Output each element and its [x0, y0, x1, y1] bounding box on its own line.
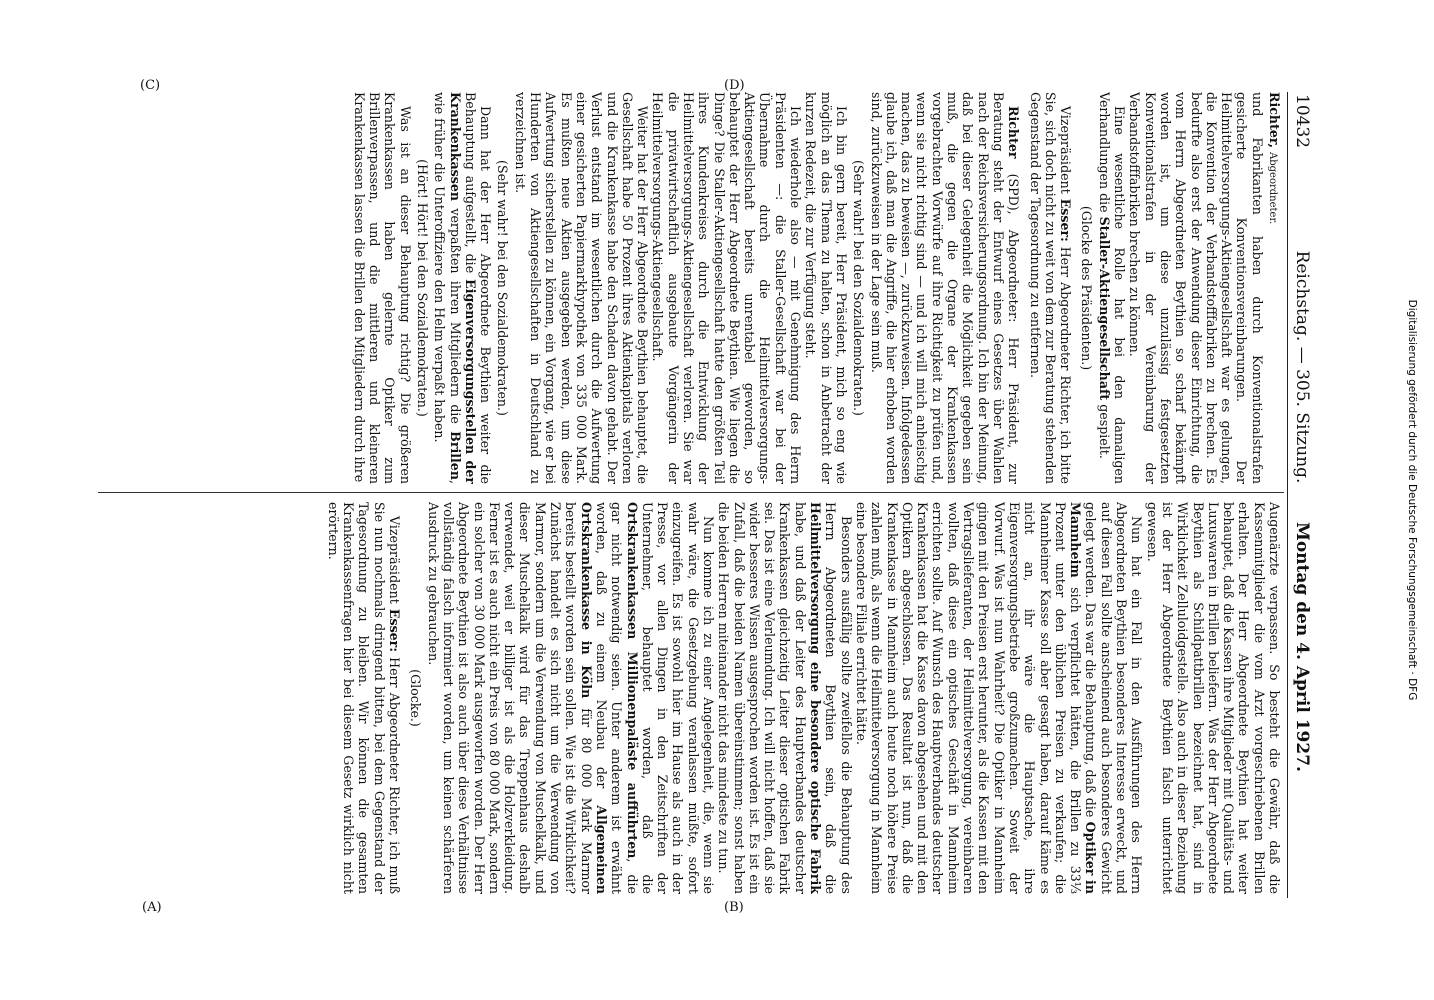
right-column	[96, 502, 1282, 894]
paragraph: Weiter hat der Herr Abgeordnete Beythien behauptet, die Gesellschaft habe 50 Prozent ihres Aktienkapitals verloren und die Krankenkasse habe den Schaden davon gehabt. Der Verlust entstand im wesentlichen durch die Aufwertung einer gesicherten Papiermarkhypothek von 335 000 Mark. Es mußten neue Aktien ausgegeben werden, um diese Aufwertung sicherstellen zu können, ein Vorgang, wie er bei Hunderten von Aktiengesellschaften in Deutschland zu verzeichnen ist.	[512, 92, 651, 484]
paragraph: Richter (SPD), Abgeordneter: Herr Präsident, zur Beratung steht der Entwurf eines Gesetzes über Wahlen nach der Reichsversicherungsordnung. Ich bin der Meinung, daß bei dieser Gelegenheit die Möglichkeit gegeben sein muß, die gegen die Organe der Krankenkassen vorgebrachten Vorwürfe auf ihre Richtigkeit zu prüfen und, wenn sie nicht richtig sind — und ich will mich anheischig machen, das zu beweisen —, zurückzuweisen. Infolgedessen glaube ich, daß man die Angriffe, die hier erhoben worden sind, zurückzuweisen in der Lage sein muß.	[868, 92, 1022, 484]
paragraph: Vizepräsident Esser: Herr Abgeordneter Richter, ich bitte Sie, sich doch nicht zu weit von dem zur Beratung stehenden Gegenstand der Tagesordnung zu entfernen.	[1027, 92, 1074, 484]
paragraph: Augenärzte verpassen. So besteht die Gewähr, daß die Kassenmitglieder die vom Arzt vorgeschriebenen Brillen erhalten. Der Herr Abgeordnete Beythien hat weiter behauptet, daß die Kassen ihre Mitglieder mit Qualitäts- und Luxuswaren in Brillen beliefern. Was der Herr Abgeordnete Beythien als Schildpattbrillen bezeichnet hat, sind in Wirklichkeit Zelluloidgestelle. Also auch in dieser Beziehung ist der Herr Abgeordnete Beythien falsch unterrichtet gewesen.	[1144, 502, 1282, 894]
margin-mark-a: (A)	[142, 900, 162, 915]
paragraph: Was ist an dieser Behauptung richtig? Die größeren Krankenkassen haben gelernte Optiker zum Brillenverpassen, und die mittleren und kleineren Krankenkassen lassen die Brillen den Mitgliedern durch ihre	[351, 92, 413, 484]
paragraph: Ich bin gern bereit, Herr Präsident, mich so eng wie möglich an das Thema zu halten, schon in Anbetracht der kurzen Redezeit, die zur Verfügung steht.	[803, 92, 849, 484]
interjection: (Hört! Hört! bei den Sozialdemokraten.)	[414, 159, 430, 417]
speaker-name: Richter,	[1267, 92, 1282, 149]
paragraph: Dann hat der Herr Abgeordnete Beythien weiter die Behauptung aufgestellt, die Eigenversorgungsstellen der Krankenkassen verpaßten ihren Mitgliedern die Brillen, wie früher die Unteroffiziere den Helm verpaßt haben.	[432, 92, 494, 484]
paragraph: und Fabrikanten haben durch Konventionalstrafen gesicherte Konventionsvereinbarungen. Der Heilmittelversorgungs-Aktiengesellschaft war es gelungen, die Konvention der Verbandstofffabriken zu brechen. Es bedurfte also erst der Anwendung dieser Einrichtung, die vom Herrn Abgeordneten Beythien so scharf bekämpft worden ist, um diese unzulässig festgesetzten Konventionalstrafen in der Vereinbarung der Verbandstofffabriken brechen zu können.	[1127, 92, 1265, 484]
paragraph: Ich wiederhole also — mit Genehmigung des Herrn Präsidenten —: die Staller-Gesellschaft war bei der Übernahme durch die Heilmittelversorgungs-Aktiengesellschaft bereits unrentabel geworden, so behauptet der Herr Abgeordnete Beythien. Wie liegen die Dinge? Die Staller-Aktiengesellschaft hatte den größten Teil ihres Kundenkreises durch die Entwicklung der Heilmittelversorgungs-Aktiengesellschaft verloren. Sie war die privatwirtschaftlich ausgebaute Vorgängerin der Heilmittelversorgungs-Aktiengesellschaft.	[650, 92, 804, 484]
paragraph: Eine wesentliche Rolle hat bei den damaligen Verhandlungen die Staller-Aktiengesellschaft gespielt.	[1096, 92, 1128, 484]
session-date: Montag den 4. April 1927.	[1292, 522, 1312, 772]
paragraph: Besonders ausfällig sollte zweifellos die Behauptung des Herrn Abgeordneten Beythien sein, daß die Heilmittelversorgung eine besondere optische Fabrik habe, und daß der Leiter des Hauptverbandes deutscher Krankenkassen gleichzeitig Leiter dieser optischen Fabrik sei. Das ist eine Verleumdung. Ich will nicht hoffen, daß sie wider besseres Wissen ausgesprochen worden ist. Es ist ein Zufall, daß die beiden Namen übereinstimmen; sonst haben die beiden Herren miteinander nicht das mindeste zu tun.	[716, 502, 854, 894]
dfg-sidebar	[1398, 10, 1426, 990]
interjection: (Sehr wahr! bei den Sozialdemokraten.)	[851, 160, 867, 416]
speaker-role: Abgeordneter.	[1267, 152, 1278, 225]
interjection: (Glocke.)	[408, 669, 424, 727]
interjection: (Glocke des Präsidenten.)	[1079, 205, 1095, 371]
margin-mark-d: (D)	[724, 78, 745, 93]
paragraph: Nun hat ein Fall in den Ausführungen des Herrn Abgeordneten Beythien besonderes Interesse erweckt, und auf diesen Fall sollte anscheinend auch besonderes Gewicht gelegt werden. Das war die Behauptung, daß die Optiker in Mannheim sich verpflichtet hätten, die Brillen zu 33⅓ Prozent unter den üblichen Preisen zu verkaufen; die Mannheimer Kasse soll aber gesagt haben, darauf käme es nicht an, ihr wäre die Hauptsache, ihre Eigenversorgungsbetriebe großzumachen. Soweit der Vorwurf. Was ist nun Wahrheit? Die Optiker in Mannheim gingen mit den Preisen erst herunter, als die Kassen mit den Vertragslieferanten, der Heilmittelversorgung, vereinbaren wollten, daß diese ein optisches Geschäft in Mannheim errichten sollte. Auf Wunsch des Hauptverbandes deutscher Krankenkassen hat die Kasse davon abgesehen und mit den Optikern abgeschlossen. Das Resultat ist nun, daß die Krankenkasse in Mannheim auch heute noch höhere Preise zahlen muß, als wenn die Heilmittelversorgung in Mannheim eine besondere Filiale errichtet hätte.	[853, 502, 1145, 894]
column-separator	[98, 492, 1284, 493]
rotated-page-content	[92, 92, 1314, 898]
paragraph: Nun komme ich zu einer Angelegenheit, die, wenn sie wahr wäre, die Gesetzgebung veranlassen müßte, sofort einzugreifen. Es ist sowohl hier im Hause als auch in der Presse, vor allen Dingen in den Zeitschriften der Unternehmer, behauptet worden, daß die Ortskrankenkassen Millionenpaläste aufführten, die gar nicht notwendig seien. Unter anderem ist erwähnt worden, daß zu einem Neubau der Allgemeinen Ortskrankenkasse in Köln für 80 000 Mark Marmor bereits bestellt worden sein sollen. Wie ist die Wirklichkeit? Zunächst handelt es sich nicht um die Verwendung von Marmor, sondern um die Verwendung von Muschelkalk, und dieser Muschelkalk wird für das Treppenhaus deshalb verwendet, weil er billiger ist als die Holzverkleidung. Ferner ist es auch nicht ein Preis von 80 000 Mark, sondern ein solcher von 30 000 Mark ausgeworfen worden. Der Herr Abgeordnete Beythien ist also auch über diese Verhältnisse vollständig falsch informiert worden, um keinen schärferen Ausdruck zu gebrauchen.	[425, 502, 717, 894]
document-page	[92, 92, 1314, 898]
interjection: (Sehr wahr! bei den Sozialdemokraten.)	[495, 160, 511, 416]
margin-mark-c: (C)	[140, 78, 161, 93]
page-header	[1287, 92, 1314, 898]
paragraph: Vizepräsident Esser: Herr Abgeordneter Richter, ich muß Sie nun nochmals dringend bitten, bei dem Gegenstand der Tagesordnung zu bleiben. Wir können die gesamten Krankenkassenfragen hier bei diesem Gesetz wirklich nicht erörtern.	[325, 502, 403, 894]
session-title: Reichstag. — 305. Sitzung.	[1292, 250, 1312, 484]
page-number: 10432	[1292, 94, 1312, 149]
dfg-funding-note: Digitalisierung gefördert durch die Deutsche Forschungsgemeinschaft · DFG	[1406, 299, 1418, 701]
left-column	[96, 92, 1282, 484]
margin-mark-b: (B)	[724, 900, 744, 915]
paragraph	[1265, 92, 1282, 484]
